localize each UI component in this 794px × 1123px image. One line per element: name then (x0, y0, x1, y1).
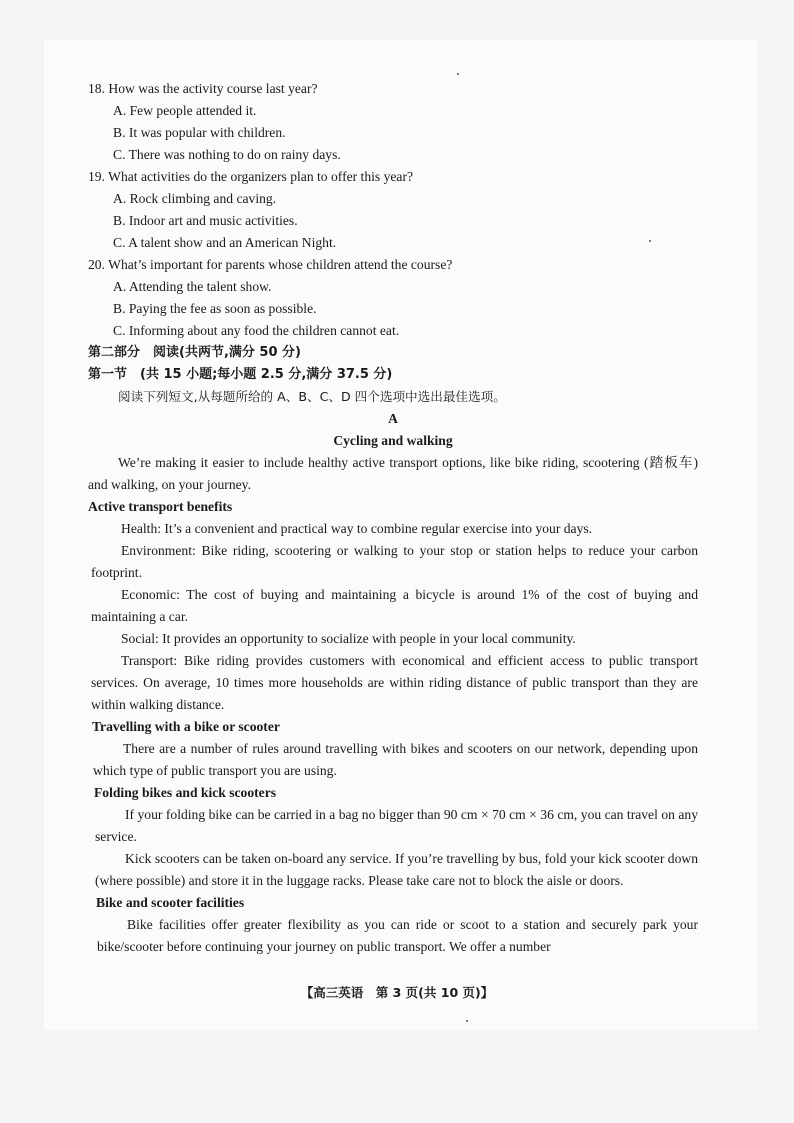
question-18 (88, 78, 698, 166)
option-c: C. There was nothing to do on rainy days. (113, 147, 341, 162)
question-19 (88, 166, 698, 254)
benefit-health: Health: It’s a convenient and practical way to combine regular exercise into your days. (121, 521, 593, 536)
benefit-social: Social: It provides an opportunity to socialize with people in your local community. (121, 631, 576, 646)
option-c: C. Informing about any food the children cannot eat. (113, 323, 400, 338)
option-b: B. Indoor art and music activities. (113, 213, 298, 228)
page-footer: 【高三英语 第 3 页(共 10 页)】 (300, 985, 494, 1000)
subheading-facilities: Bike and scooter facilities (96, 895, 245, 910)
subheading-folding: Folding bikes and kick scooters (94, 785, 277, 800)
page-content (88, 78, 698, 958)
passage-letter: A (388, 411, 398, 426)
scan-speck (466, 1020, 468, 1022)
section-heading: 第一节 (共 15 小题;每小题 2.5 分,满分 37.5 分) (88, 367, 393, 382)
option-b: B. It was popular with children. (113, 125, 286, 140)
subheading-travelling: Travelling with a bike or scooter (92, 719, 280, 734)
option-a: A. Rock climbing and caving. (113, 191, 277, 206)
paragraph-facilities: Bike facilities offer greater flexibility as you can ride or scoot to a station and securely park your bike/scooter before continuing your journey on public transport. We offer a number (97, 917, 698, 954)
scan-speck (457, 73, 459, 75)
option-b: B. Paying the fee as soon as possible. (113, 301, 317, 316)
question-20 (88, 254, 698, 342)
passage-intro: We’re making it easier to include healthy active transport options, like bike riding, scootering (踏板车) and walking, on your journey. (88, 455, 698, 492)
option-a: A. Attending the talent show. (113, 279, 272, 294)
passage-title: Cycling and walking (333, 433, 453, 448)
instruction-text: 阅读下列短文,从每题所给的 A、B、C、D 四个选项中选出最佳选项。 (118, 389, 506, 404)
paragraph-rules: There are a number of rules around travelling with bikes and scooters on our network, depending upon which type of public transport you are using. (93, 741, 698, 778)
question-stem: 18. How was the activity course last year? (88, 81, 318, 96)
benefit-economic: Economic: The cost of buying and maintaining a bicycle is around 1% of the cost of buying and maintaining a car. (91, 587, 698, 624)
option-c: C. A talent show and an American Night. (113, 235, 337, 250)
paragraph-kick-scooters: Kick scooters can be taken on-board any service. If you’re travelling by bus, fold your kick scooter down (where possible) and store it in the luggage racks. Please take care not to block the aisle or doors. (95, 851, 698, 888)
option-a: A. Few people attended it. (113, 103, 257, 118)
benefit-environment: Environment: Bike riding, scootering or walking to your stop or station helps to reduce your carbon footprint. (91, 543, 698, 580)
question-stem: 19. What activities do the organizers plan to offer this year? (88, 169, 414, 184)
paragraph-folding-bikes: If your folding bike can be carried in a bag no bigger than 90 cm × 70 cm × 36 cm, you can travel on any service. (95, 807, 698, 844)
part-heading: 第二部分 阅读(共两节,满分 50 分) (88, 345, 301, 360)
question-stem: 20. What’s important for parents whose children attend the course? (88, 257, 453, 272)
subheading-benefits: Active transport benefits (88, 499, 233, 514)
benefit-transport: Transport: Bike riding provides customers with economical and efficient access to public transport services. On average, 10 times more households are within riding distance of public transport than they are within walking distance. (91, 653, 698, 712)
